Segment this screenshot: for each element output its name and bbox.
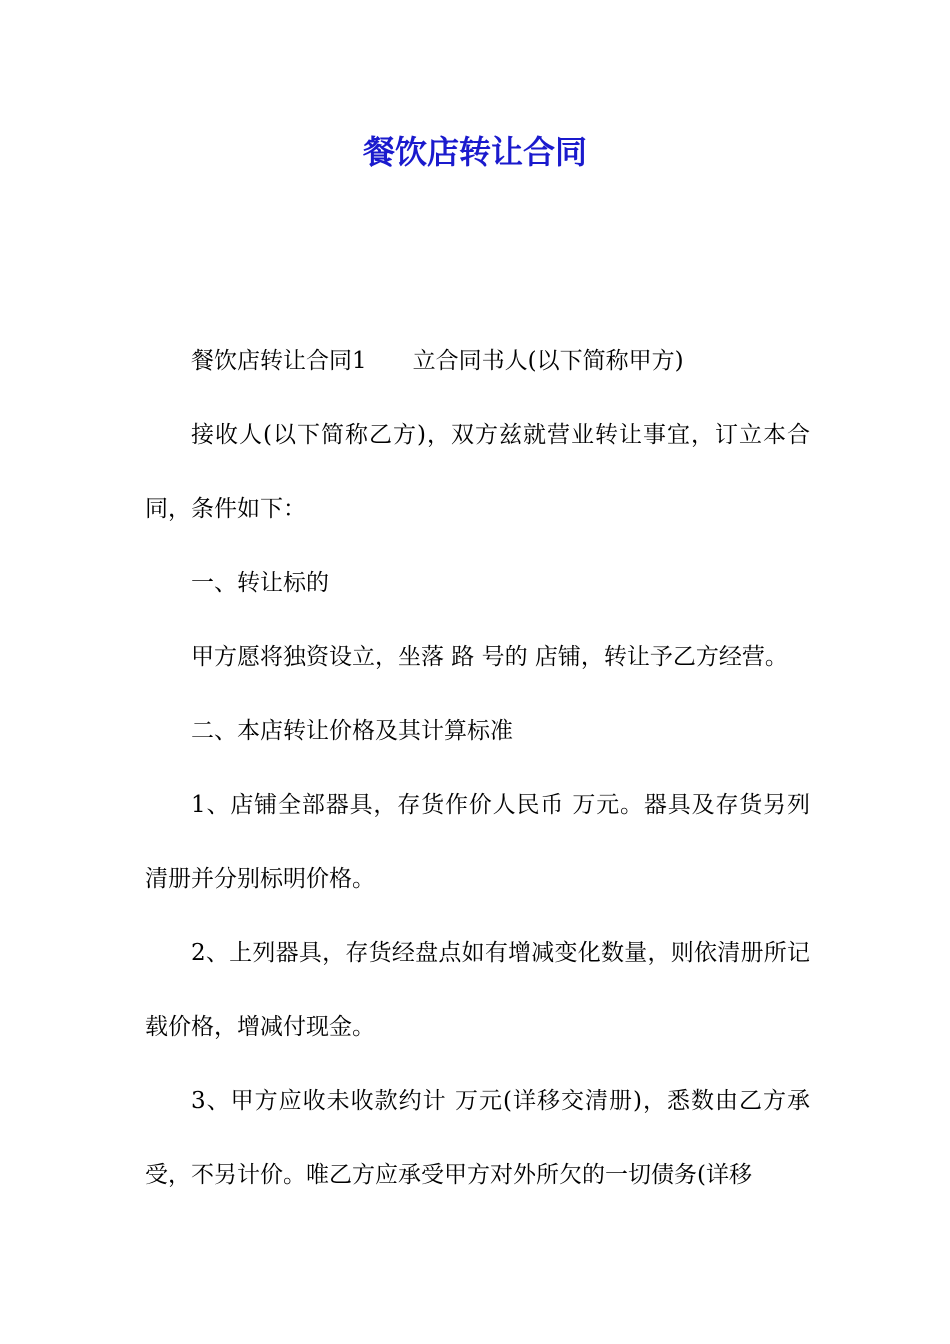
paragraph-transfer-subject: 甲方愿将独资设立，坐落 路 号的 店铺，转让予乙方经营。 xyxy=(191,644,788,670)
clause-2: 2、上列器具，存货经盘点如有增减变化数量，则依清册所记载价格，增减付现金。 xyxy=(145,940,810,1040)
section-heading-1: 一、转让标的 xyxy=(191,570,329,596)
paragraph-header: 餐饮店转让合同1 立合同书人(以下简称甲方) xyxy=(191,348,684,374)
clause-3: 3、甲方应收未收款约计 万元(详移交清册)，悉数由乙方承受，不另计价。唯乙方应承受甲方对外所欠的一切债务(详移 xyxy=(145,1088,810,1188)
document-title: 餐饮店转让合同 xyxy=(362,133,587,171)
paragraph-intro: 接收人(以下简称乙方)，双方兹就营业转让事宜，订立本合同，条件如下： xyxy=(145,422,810,522)
section-heading-2: 二、本店转让价格及其计算标准 xyxy=(191,718,513,744)
document-body xyxy=(145,324,810,1212)
clause-1: 1、店铺全部器具，存货作价人民币 万元。器具及存货另列清册并分别标明价格。 xyxy=(145,792,810,892)
